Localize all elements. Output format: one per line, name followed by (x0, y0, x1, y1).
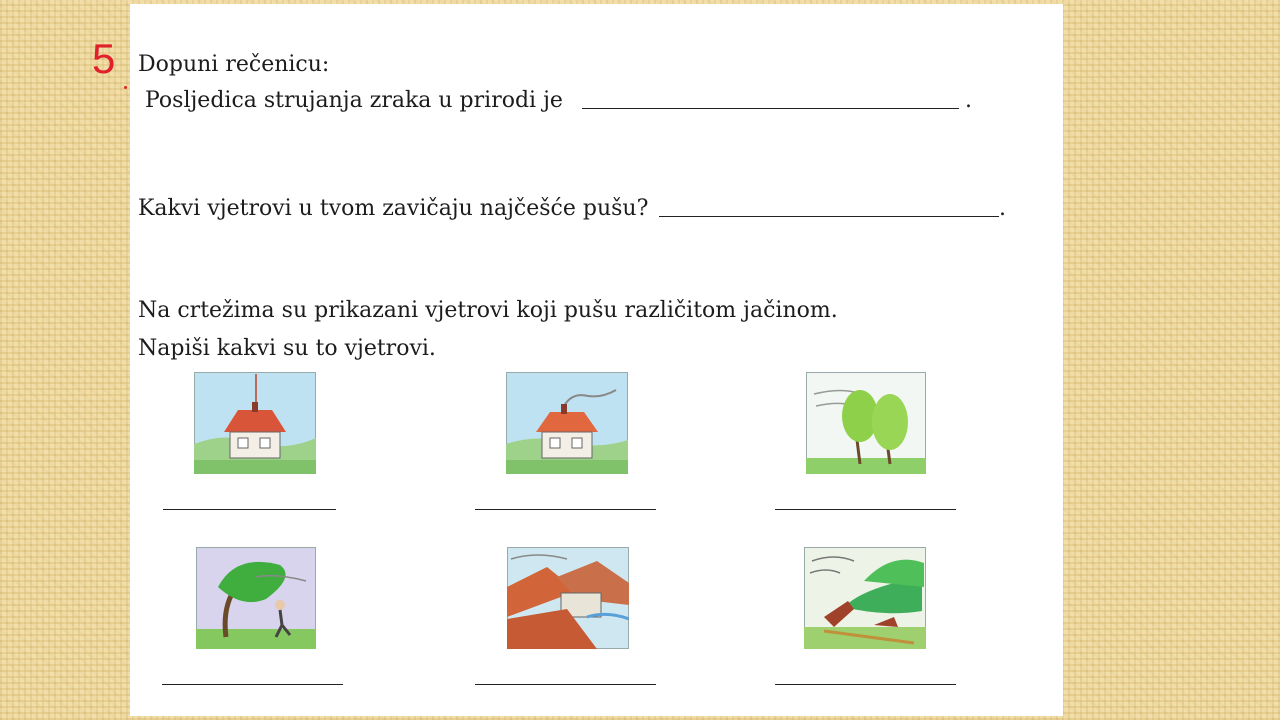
storm-roofs-icon (507, 547, 629, 649)
answer-blank-picture-2[interactable] (475, 509, 656, 510)
task-number: 5 (92, 35, 116, 82)
question-prompt: Kakvi vjetrovi u tvom zavičaju najčešće pušu? (138, 196, 649, 221)
sentence-end-dot: . (965, 88, 972, 113)
answer-blank-2[interactable] (659, 216, 999, 217)
instruction-title: Dopuni rečenicu: (138, 52, 330, 77)
question-end-dot: . (999, 196, 1006, 221)
breeze-house-icon (506, 372, 628, 474)
task-description: Na crtežima su prikazani vjetrovi koji pušu različitom jačinom. (138, 298, 838, 323)
answer-blank-picture-1[interactable] (163, 509, 336, 510)
answer-blank-picture-6[interactable] (775, 684, 956, 685)
answer-blank-1[interactable] (582, 108, 959, 109)
answer-blank-picture-4[interactable] (162, 684, 343, 685)
calm-house-icon (194, 372, 316, 474)
hurricane-tree-icon (804, 547, 926, 649)
answer-blank-picture-3[interactable] (775, 509, 956, 510)
sentence-prompt: Posljedica strujanja zraka u prirodi je (145, 88, 563, 113)
task-number-dot (124, 86, 127, 89)
task-instruction: Napiši kakvi su to vjetrovi. (138, 336, 436, 361)
answer-blank-picture-5[interactable] (475, 684, 656, 685)
strong-wind-tree-person-icon (196, 547, 316, 649)
wind-trees-icon (806, 372, 926, 474)
